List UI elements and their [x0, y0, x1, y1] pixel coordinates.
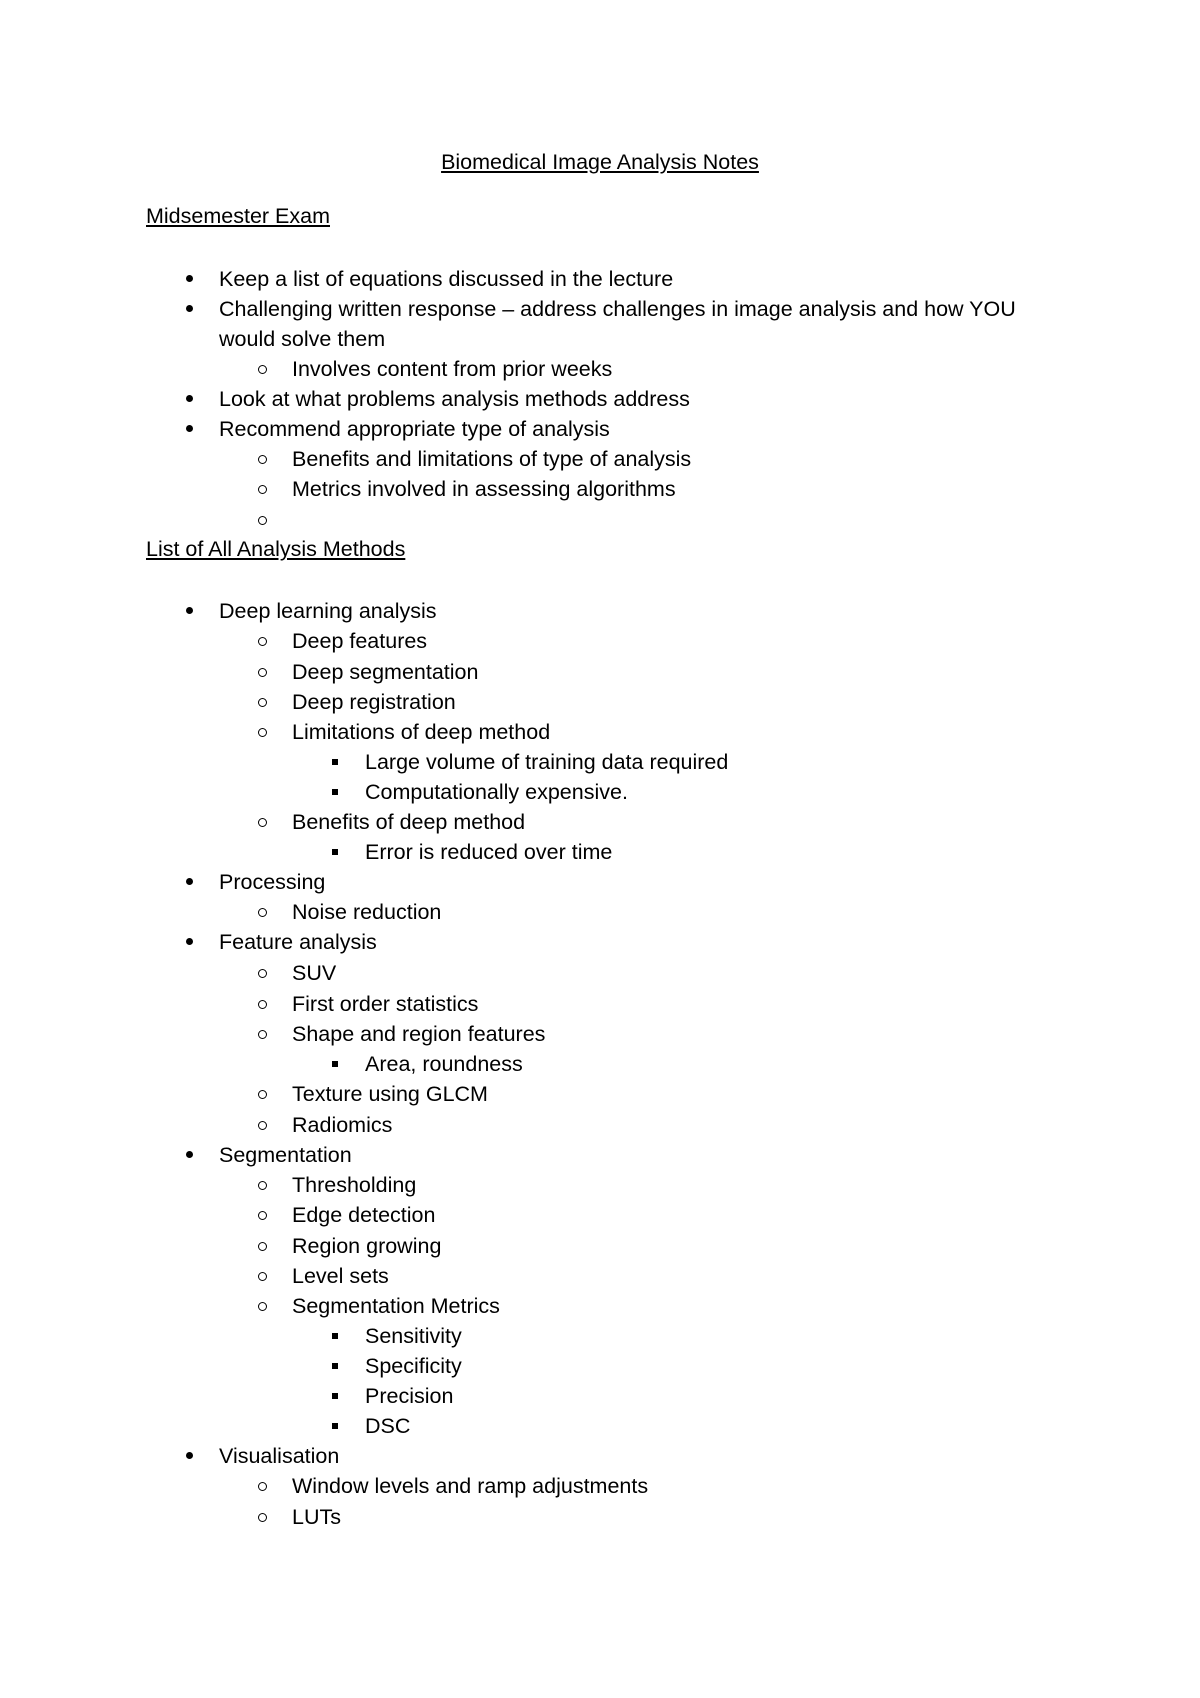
bullet-square-icon: [332, 759, 338, 765]
bullet-circle-icon: [258, 1482, 267, 1491]
list-item: Level sets: [292, 1264, 389, 1288]
bullet-disc-icon: [186, 395, 193, 402]
bullet-disc-icon: [186, 275, 193, 282]
bullet-circle-icon: [258, 637, 267, 646]
bullet-circle-icon: [258, 1181, 267, 1190]
bullet-circle-icon: [258, 1030, 267, 1039]
bullet-square-icon: [332, 789, 338, 795]
bullet-circle-icon: [258, 1272, 267, 1281]
bullet-square-icon: [332, 1393, 338, 1399]
list-item: Window levels and ramp adjustments: [292, 1474, 649, 1498]
bullet-square-icon: [332, 1333, 338, 1339]
bullet-disc-icon: [186, 938, 193, 945]
list-item: Region growing: [292, 1234, 442, 1258]
list-item: Specificity: [365, 1354, 462, 1378]
list-item: Computationally expensive.: [365, 780, 628, 804]
bullet-disc-icon: [186, 305, 193, 312]
list-item: Error is reduced over time: [365, 840, 613, 864]
list-item: Area, roundness: [365, 1052, 523, 1076]
bullet-disc-icon: [186, 1151, 193, 1158]
list-item: Metrics involved in assessing algorithms: [292, 477, 676, 501]
list-item: First order statistics: [292, 992, 479, 1016]
bullet-circle-icon: [258, 1121, 267, 1130]
list-item: Sensitivity: [365, 1324, 462, 1348]
list-item: LUTs: [292, 1505, 341, 1529]
bullet-disc-icon: [186, 607, 193, 614]
bullet-circle-icon: [258, 1302, 267, 1311]
bullet-square-icon: [332, 1363, 338, 1369]
list-item: Feature analysis: [219, 930, 377, 954]
bullet-circle-icon: [258, 365, 267, 374]
list-item: Benefits of deep method: [292, 810, 526, 834]
list-item: DSC: [365, 1414, 411, 1438]
list-item: Large volume of training data required: [365, 750, 729, 774]
bullet-disc-icon: [186, 1452, 193, 1459]
bullet-circle-icon: [258, 455, 267, 464]
bullet-circle-icon: [258, 485, 267, 494]
bullet-circle-icon: [258, 1242, 267, 1251]
bullet-circle-icon: [258, 1513, 267, 1522]
list-item: Segmentation: [219, 1143, 352, 1167]
list-item: Involves content from prior weeks: [292, 357, 613, 381]
bullet-square-icon: [332, 849, 338, 855]
list-item: Noise reduction: [292, 900, 442, 924]
bullet-circle-icon: [258, 668, 267, 677]
bullet-disc-icon: [186, 878, 193, 885]
bullet-circle-icon: [258, 1000, 267, 1009]
bullet-circle-icon: [258, 1211, 267, 1220]
list-item: Segmentation Metrics: [292, 1294, 500, 1318]
bullet-circle-icon: [258, 1090, 267, 1099]
bullet-circle-icon: [258, 728, 267, 737]
document-title: Biomedical Image Analysis Notes: [441, 150, 759, 174]
list-item: Deep learning analysis: [219, 599, 437, 623]
list-item: Recommend appropriate type of analysis: [219, 417, 610, 441]
bullet-square-icon: [332, 1061, 338, 1067]
bullet-square-icon: [332, 1423, 338, 1429]
list-item: Challenging written response – address challenges in image analysis and how YOU: [219, 297, 1016, 321]
bullet-circle-icon: [258, 516, 267, 525]
list-item: Look at what problems analysis methods address: [219, 387, 690, 411]
list-item-continuation: would solve them: [219, 327, 386, 351]
list-item: Shape and region features: [292, 1022, 546, 1046]
list-item: Precision: [365, 1384, 454, 1408]
list-item: Edge detection: [292, 1203, 436, 1227]
list-item: Texture using GLCM: [292, 1082, 488, 1106]
bullet-circle-icon: [258, 908, 267, 917]
list-item: Deep registration: [292, 690, 456, 714]
bullet-disc-icon: [186, 425, 193, 432]
list-item: Benefits and limitations of type of analysis: [292, 447, 692, 471]
section-heading-midsemester-exam: Midsemester Exam: [146, 204, 330, 228]
bullet-circle-icon: [258, 698, 267, 707]
list-item: Deep segmentation: [292, 660, 479, 684]
list-item: Thresholding: [292, 1173, 417, 1197]
bullet-circle-icon: [258, 818, 267, 827]
list-item: Limitations of deep method: [292, 720, 551, 744]
list-item: Keep a list of equations discussed in the lecture: [219, 267, 674, 291]
list-item: Visualisation: [219, 1444, 340, 1468]
bullet-circle-icon: [258, 969, 267, 978]
section-heading-analysis-methods: List of All Analysis Methods: [146, 537, 406, 561]
list-item: Processing: [219, 870, 326, 894]
list-item: SUV: [292, 961, 337, 985]
list-item: Radiomics: [292, 1113, 393, 1137]
list-item: Deep features: [292, 629, 428, 653]
